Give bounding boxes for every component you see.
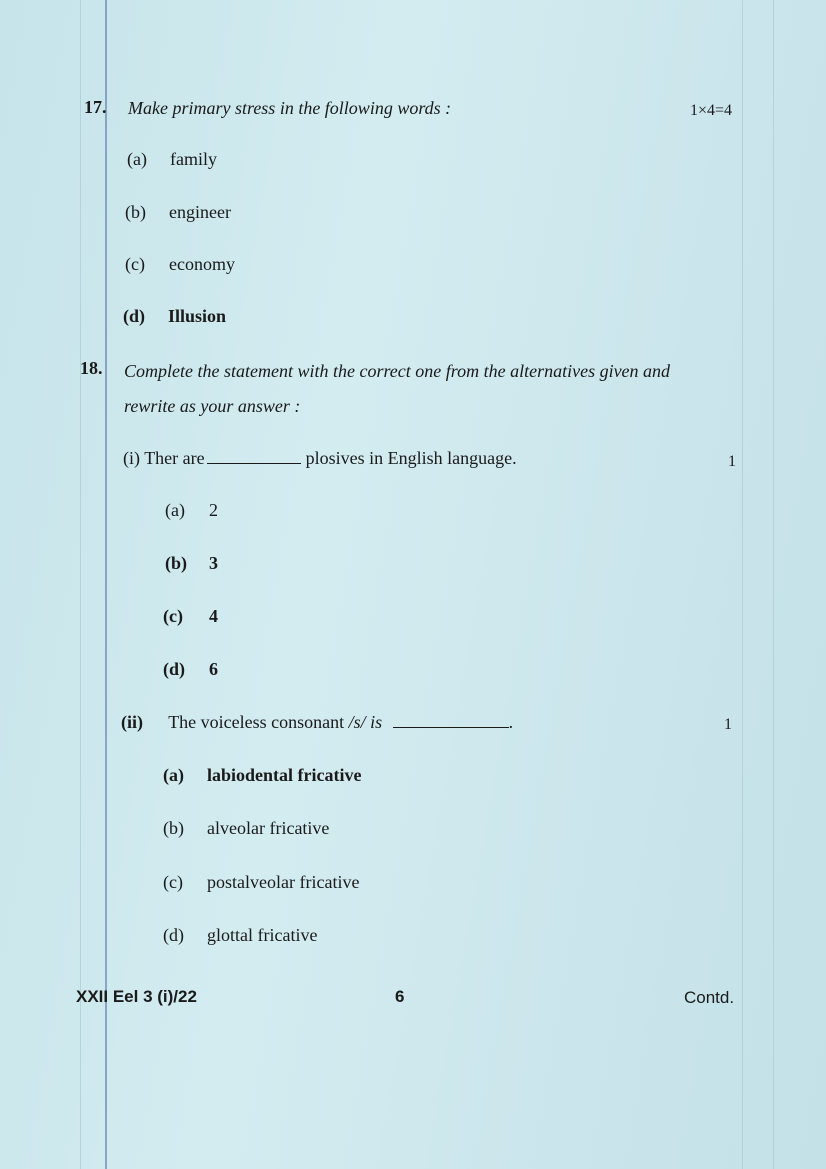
sub-question-text: plosives in English language. — [305, 448, 517, 468]
sub-question-text: The voiceless consonant — [168, 712, 345, 732]
phoneme-symbol: /s/ is — [348, 712, 383, 732]
question-17-marks: 1×4=4 — [690, 102, 733, 119]
faint-rule — [773, 0, 774, 1169]
option-text: glottal fricative — [207, 925, 318, 945]
question-number: 17 — [84, 97, 102, 117]
option-label: (d) — [163, 925, 184, 945]
q18-i-option-a — [165, 500, 218, 521]
option-label: (b) — [163, 818, 184, 838]
option-text: 4 — [209, 606, 218, 626]
option-label: (c) — [125, 254, 145, 274]
question-17-instruction: Make primary stress in the following words : — [128, 98, 452, 118]
faint-rule — [742, 0, 743, 1169]
q17-option-b — [125, 202, 231, 223]
option-text: postalveolar fricative — [207, 872, 360, 892]
option-text: Illusion — [168, 306, 227, 326]
option-label: (a) — [163, 765, 184, 785]
q18-sub-ii-marks: 1 — [724, 716, 732, 733]
option-label: (a) — [165, 500, 185, 520]
continued-label: Contd. — [684, 988, 735, 1007]
paper-code: XXII Eel 3 (i)/22 — [76, 987, 197, 1006]
answer-blank — [207, 449, 301, 464]
option-label: (b) — [165, 553, 187, 573]
option-label: (a) — [127, 149, 147, 169]
q18-ii-option-a — [163, 765, 361, 786]
option-text: labiodental fricative — [207, 765, 362, 785]
option-text: family — [170, 149, 217, 169]
sub-question-label: (i) — [123, 448, 140, 468]
question-number: 18 — [80, 358, 98, 378]
q18-ii-option-b — [163, 818, 329, 839]
q18-ii-option-c — [163, 872, 359, 893]
option-text: 3 — [209, 553, 218, 573]
question-18-number: 18. — [80, 358, 103, 378]
q17-option-c — [125, 254, 235, 275]
question-18-instruction-line2: rewrite as your answer : — [124, 396, 301, 416]
q18-sub-i-marks: 1 — [728, 453, 736, 470]
sub-question-label: (ii) — [121, 712, 143, 732]
q18-sub-i — [123, 448, 517, 469]
q17-option-d — [123, 306, 226, 327]
option-text: economy — [169, 254, 235, 274]
option-text: 2 — [209, 500, 218, 520]
q18-i-option-c — [163, 606, 218, 627]
option-label: (b) — [125, 202, 146, 222]
option-text: engineer — [169, 202, 231, 222]
question-18-instruction-line1: Complete the statement with the correct one from the alternatives given and — [124, 361, 671, 381]
q18-i-option-d — [163, 659, 218, 680]
q18-i-option-b — [165, 553, 218, 574]
question-17-number: 17. — [84, 97, 107, 117]
option-text: 6 — [209, 659, 218, 679]
sub-question-text: Ther are — [144, 448, 205, 468]
sub-question-text: . — [508, 712, 514, 732]
option-label: (d) — [163, 659, 185, 679]
q17-option-a — [127, 149, 217, 170]
option-label: (c) — [163, 606, 183, 626]
option-label: (d) — [123, 306, 145, 326]
q18-sub-ii — [121, 712, 513, 733]
option-text: alveolar fricative — [207, 818, 330, 838]
option-label: (c) — [163, 872, 183, 892]
page-number: 6 — [395, 987, 405, 1006]
q18-ii-option-d — [163, 925, 317, 946]
answer-blank — [393, 713, 509, 728]
